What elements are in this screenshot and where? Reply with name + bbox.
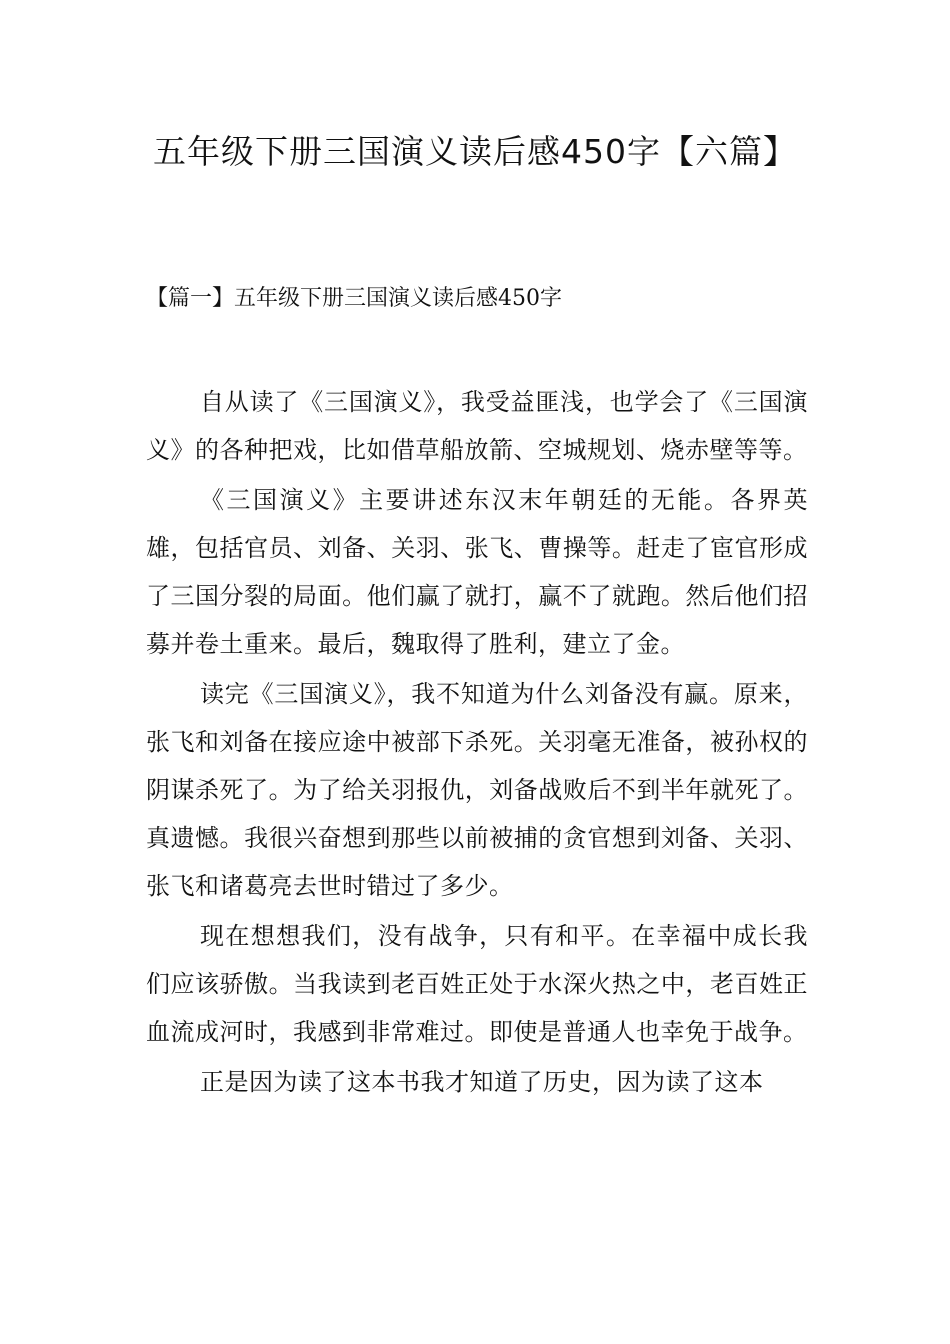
document-title: 五年级下册三国演义读后感450字【六篇】 [153,132,797,171]
section-heading: 【篇一】五年级下册三国演义读后感450字 [146,286,562,311]
paragraph-5: 正是因为读了这本书我才知道了历史，因为读了这本 [200,1068,764,1096]
article-body [146,378,808,1108]
paragraph-1: 自从读了《三国演义》，我受益匪浅，也学会了《三国演义》的各种把戏，比如借草船放箭、空城规划、烧赤壁等等。 [146,388,808,464]
paragraph-4: 现在想想我们，没有战争，只有和平。在幸福中成长我们应该骄傲。当我读到老百姓正处于水深火热之中，老百姓正血流成河时，我感到非常难过。即使是普通人也幸免于战争。 [146,922,808,1046]
paragraph-2: 《三国演义》主要讲述东汉末年朝廷的无能。各界英雄，包括官员、刘备、关羽、张飞、曹操等。赶走了宦官形成了三国分裂的局面。他们赢了就打，赢不了就跑。然后他们招募并卷土重来。最后，魏取得了胜利，建立了金。 [146,486,808,658]
paragraph-3: 读完《三国演义》，我不知道为什么刘备没有赢。原来，张飞和刘备在接应途中被部下杀死。关羽毫无准备，被孙权的阴谋杀死了。为了给关羽报仇，刘备战败后不到半年就死了。真遗憾。我很兴奋想到那些以前被捕的贪官想到刘备、关羽、张飞和诸葛亮去世时错过了多少。 [146,680,808,900]
